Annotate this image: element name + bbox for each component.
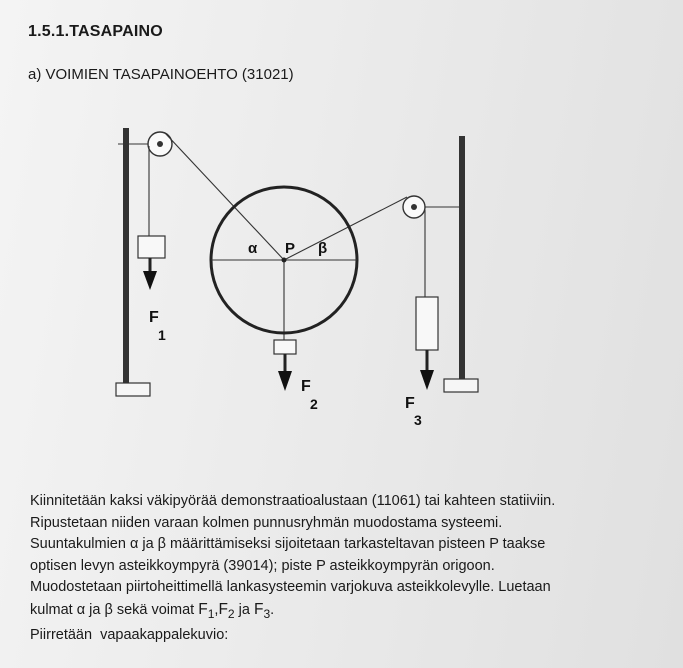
line6-f3-index: 3 <box>263 606 271 621</box>
line6-f2-index: 2 <box>227 606 235 621</box>
line6-f1-index: 1 <box>207 606 215 621</box>
line6-f1: F <box>198 600 208 618</box>
subsection-heading: a) VOIMIEN TASAPAINOEHTO (31021) <box>28 66 294 83</box>
weight-2 <box>274 340 296 354</box>
right-stand-rod <box>459 136 465 383</box>
f1-index: 1 <box>158 327 166 343</box>
line6-f2: F <box>218 600 228 618</box>
f3-index: 3 <box>414 412 422 428</box>
left-pulley-axle <box>157 141 163 147</box>
f2-index: 2 <box>310 396 318 412</box>
f2-letter: F <box>301 378 311 395</box>
string-left-diagonal <box>165 133 284 260</box>
text-line-4: optisen levyn asteikkoympyrä (39014); piste P asteikkoympyrän origoon. <box>30 557 495 574</box>
text-line-5: Muodostetaan piirtoheittimellä lankasysteemin varjokuva asteikkolevylle. Luetaan <box>30 579 551 595</box>
text-line-1: Kiinnitetään kaksi väkipyörää demonstraatioalustaan (11061) tai kahteen statiiviin. <box>30 493 556 509</box>
arrow-f3-head <box>420 370 434 390</box>
text-line-7: Piirretään vapaakappalekuvio: <box>30 626 229 643</box>
f3-letter: F <box>405 395 415 412</box>
text-line-2: Ripustetaan niiden varaan kolmen punnusryhmän muodostama systeemi. <box>30 514 503 531</box>
alpha-label: α <box>248 240 258 257</box>
line6-f3: F <box>253 600 264 618</box>
instructions-paragraph <box>30 491 650 646</box>
string-right-diagonal <box>284 197 407 260</box>
arrow-f2-head <box>278 371 292 391</box>
line6-sep1: , <box>214 601 219 618</box>
left-stand-base <box>116 383 150 396</box>
line6-sep2: ja <box>234 601 254 618</box>
beta-label: β <box>318 240 328 257</box>
f1-letter: F <box>149 309 159 326</box>
right-pulley-axle <box>411 204 417 210</box>
weight-3 <box>416 297 438 350</box>
right-stand-base <box>444 379 478 392</box>
p-label: P <box>285 240 296 257</box>
left-stand-rod <box>123 128 129 385</box>
text-line-6 <box>30 599 650 625</box>
section-heading: 1.5.1.TASAPAINO <box>28 23 163 40</box>
arrow-f1-head <box>143 271 157 290</box>
point-p <box>282 258 287 263</box>
line6-prefix: kulmat α ja β sekä voimat <box>30 601 199 618</box>
weight-1 <box>138 236 165 258</box>
line6-end: . <box>270 601 275 618</box>
text-line-3: Suuntakulmien α ja β määrittämiseksi sijoitetaan tarkasteltavan pisteen P taakse <box>30 536 546 552</box>
